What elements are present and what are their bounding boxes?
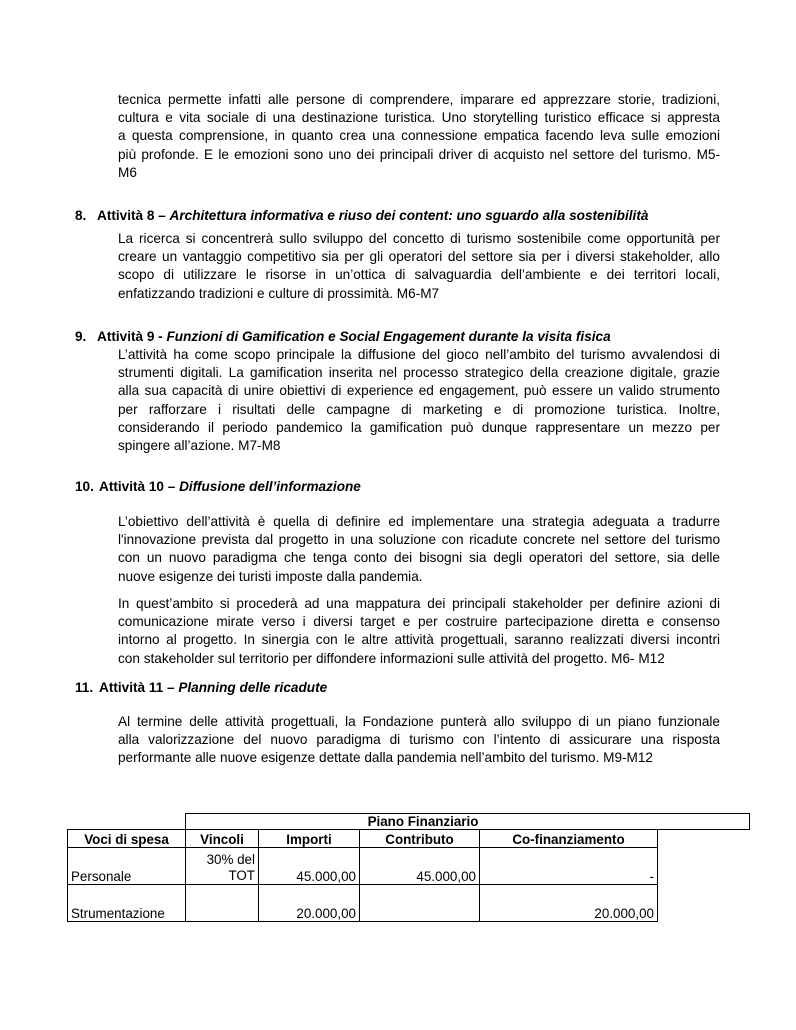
activity-title: Architettura informativa e riuso dei content: uno sguardo alla sostenibilità	[169, 208, 649, 223]
intro-paragraph	[118, 91, 720, 182]
text-line: con un nuovo paradigma che tenga conto dei bisogni sia degli operatori del settore, sia delle	[118, 550, 720, 566]
text-line: L’obiettivo dell’attività è quella di definire ed implementare una strategia adeguata a tradurre	[118, 514, 720, 529]
table-title-row	[68, 814, 750, 830]
activity-11-paragraph	[118, 713, 720, 768]
activity-title: Planning delle ricadute	[178, 680, 328, 695]
cell-line: 30% del	[206, 852, 255, 867]
text-line: più profonde. E le emozioni sono uno dei principali driver di acquisto nel settore del turismo. M5-	[118, 146, 720, 162]
activity-10-heading	[75, 478, 361, 496]
text-line: In quest’ambito si procederà ad una mappatura dei principali stakeholder per definire azioni di	[118, 596, 720, 611]
table-cell: Personale	[68, 848, 186, 885]
text-line: Al termine delle attività progettuali, la Fondazione punterà allo sviluppo di un piano funzionale	[118, 714, 720, 729]
text-line: comunicazione mirate verso i diversi target e per costruire partecipazione diretta e consenso	[118, 614, 720, 630]
financial-plan-table	[67, 813, 750, 922]
text-line: l'innovazione prevista dal progetto in una soluzione con ricadute concrete nel settore del turismo	[118, 532, 720, 548]
table-cell	[360, 885, 480, 922]
activity-number: 8.	[75, 208, 87, 223]
table-title: Piano Finanziario	[186, 814, 750, 830]
activity-9-paragraph	[118, 346, 720, 455]
table-cell: -	[480, 848, 658, 885]
table-cell	[186, 848, 259, 885]
text-line: nuove esigenze dei turisti imposte dalla pandemia.	[118, 568, 423, 584]
text-line: performante alle nuove esigenze dettate dalla pandemia nell’ambito del turismo. M9-M12	[118, 750, 653, 766]
activity-number: 11.	[75, 680, 94, 695]
activity-8-paragraph	[118, 230, 720, 303]
text-line: strumenti digitali. La gamification inserita nel processo strategico della creazione digitale, grazie	[118, 365, 720, 381]
column-header: Co-finanziamento	[480, 830, 658, 848]
text-line: per rafforzare i risultati delle campagne di marketing e di promozione turistica. Inoltre,	[118, 401, 720, 417]
table-row	[68, 885, 750, 922]
text-line: tecnica permette infatti alle persone di comprendere, imparare ed apprezzare storie, tradizioni,	[118, 92, 720, 107]
text-line: cultura e vita sociale di una destinazione turistica. Uno storytelling turistico efficace si appresta	[118, 110, 720, 126]
activity-label: Attività 11 –	[99, 680, 179, 695]
table-cell	[186, 885, 259, 922]
activity-label: Attività 10 –	[99, 479, 180, 494]
text-line: creare un vantaggio competitivo sia per gli operatori del settore sia per i diversi stakeholder, allo	[118, 249, 720, 265]
cell-line: TOT	[228, 868, 255, 883]
column-header: Voci di spesa	[68, 830, 186, 848]
text-line: M6	[118, 164, 137, 180]
column-header: Contributo	[360, 830, 480, 848]
column-header: Importi	[259, 830, 360, 848]
table-cell: 20.000,00	[259, 885, 360, 922]
text-line: scopo di utilizzare le risorse in un’ottica di salvaguardia dell’ambiente e dei territori locali,	[118, 267, 720, 283]
activity-title: Funzioni di Gamification e Social Engagement durante la visita fisica	[166, 329, 611, 344]
activity-11-heading	[75, 679, 327, 697]
text-line: a questa comprensione, in quanto crea una connessione empatica facendo leva sulle emozioni	[118, 128, 720, 144]
activity-title: Diffusione dell’informazione	[179, 479, 361, 494]
activity-10-paragraph-b	[118, 595, 720, 668]
table-cell: 20.000,00	[480, 885, 658, 922]
table-header-row	[68, 830, 750, 848]
column-header: Vincoli	[186, 830, 259, 848]
text-line: considerando il periodo pandemico la gamification può dunque rappresentare un mezzo per	[118, 419, 720, 435]
activity-9-heading	[75, 328, 611, 346]
table-row	[68, 848, 750, 885]
text-line: alla sua capacità di unire obiettivi di experience ed engagement, può essere un valido strumento	[118, 383, 720, 399]
text-line: alla valorizzazione del nuovo paradigma di turismo con l’intento di assicurare una risposta	[118, 732, 720, 748]
text-line: spingere all’azione. M7-M8	[118, 438, 281, 454]
text-line: con stakeholder sul territorio per diffondere informazioni sulle attività del progetto. M6- M12	[118, 650, 665, 666]
text-line: L’attività ha come scopo principale la diffusione del gioco nell’ambito del turismo avvalendosi di	[118, 347, 720, 362]
table-cell: Strumentazione	[68, 885, 186, 922]
activity-8-heading	[75, 207, 648, 225]
activity-10-paragraph-a	[118, 513, 720, 586]
table-cell: 45.000,00	[259, 848, 360, 885]
activity-label: Attività 8 –	[97, 208, 170, 223]
text-line: enfatizzando tradizioni e culture di prossimità. M6-M7	[118, 285, 440, 301]
activity-label: Attività 9 -	[97, 329, 167, 344]
activity-number: 9.	[75, 329, 87, 344]
table-cell: 45.000,00	[360, 848, 480, 885]
text-line: La ricerca si concentrerà sullo sviluppo del concetto di turismo sostenibile come opportunità per	[118, 231, 720, 246]
text-line: intorno al progetto. In sinergia con le altre attività progettuali, saranno realizzati diversi incontri	[118, 632, 720, 648]
activity-number: 10.	[75, 479, 94, 494]
